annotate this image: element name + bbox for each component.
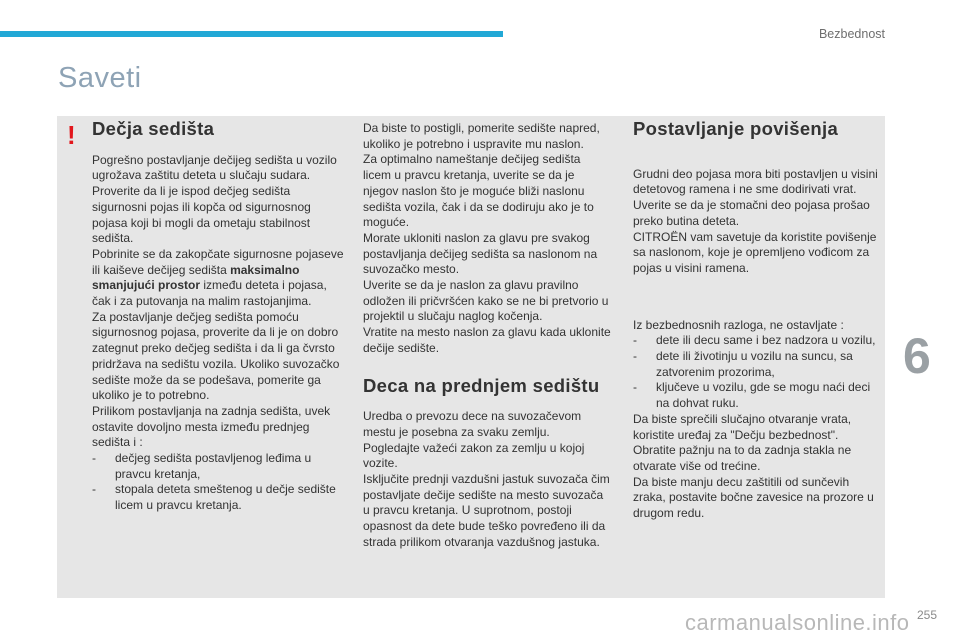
paragraph: Da biste sprečili slučajno otvaranje vrata, koristite uređaj za "Dečju bezbednost". bbox=[633, 411, 852, 442]
warning-icon: ! bbox=[67, 120, 76, 150]
column-front-seat bbox=[363, 121, 611, 551]
column-child-seats bbox=[92, 118, 347, 514]
chapter-number: 6 bbox=[903, 328, 931, 384]
paragraph: Morate ukloniti naslon za glavu pre svakog postavljanja dečijeg sedišta sa naslonom na suvozačko mesto. bbox=[363, 230, 598, 277]
header-accent-bar bbox=[0, 31, 503, 37]
spacer bbox=[633, 277, 881, 318]
list-item: - ključeve u vozilu, gde se mogu naći deci na dohvat ruku. bbox=[633, 380, 881, 411]
list-item: - dete ili decu same i bez nadzora u vozilu, bbox=[633, 333, 881, 349]
paragraph: Da biste manju decu zaštitili od sunčevih zraka, postavite bočne zavesice na prozore u drugom redu. bbox=[633, 474, 874, 521]
paragraph: Grudni deo pojasa mora biti postavljen u visini detetovog ramena i ne sme dodirivati vrat. bbox=[633, 166, 878, 197]
paragraph: Proverite da li je ispod dečjeg sedišta sigurnosni pojas ili kopča od sigurnosnog pojasa koji bi mogli da ometaju stabilnost sedišta. bbox=[92, 184, 311, 246]
paragraph: CITROËN vam savetuje da koristite povišenje sa naslonom, koje je opremljeno vođicom za pojas u visini ramena. bbox=[633, 229, 877, 275]
list-item: - stopala deteta smeštenog u dečje sedište licem u pravcu kretanja. bbox=[92, 482, 347, 513]
paragraph: Isključite prednji vazdušni jastuk suvozača čim postavljate dečije sedište na mesto suvozača u pravcu kretanja. U suprotnom, postoji opasnost da dete bude teško povređeno ili da strada prilikom otvaranja vazdušnog jastuka. bbox=[363, 472, 610, 549]
paragraph: Pogrešno postavljanje dečijeg sedišta u vozilo ugrožava zaštitu deteta u slučaju sudara. bbox=[92, 152, 337, 183]
bold-text: maksimalno smanjujući prostor bbox=[92, 262, 300, 293]
paragraph: Uverite se da je stomačni deo pojasa prošao preko butina deteta. bbox=[633, 198, 870, 228]
bullet-list bbox=[92, 451, 347, 514]
section-name: Bezbednost bbox=[818, 27, 885, 41]
paragraph: Uverite se da je naslon za glavu pravilno odložen ili pričvršćen kako se ne bi pretvorio u projektil u slučaju naglog kočenja. bbox=[363, 278, 609, 324]
paragraph: Uredba o prevozu dece na suvozačevom mestu je posebna za svaku zemlju. bbox=[363, 409, 582, 439]
paragraph: Iz bezbednosnih razloga, ne ostavljate : bbox=[633, 317, 844, 332]
bullet-list bbox=[633, 333, 881, 412]
heading-child-seats: Dečja sedišta bbox=[92, 118, 215, 139]
page-number: 255 bbox=[916, 608, 937, 622]
watermark: carmanualsonline.info bbox=[685, 610, 910, 635]
column-booster bbox=[633, 118, 881, 522]
paragraph: Da biste to postigli, pomerite sedište napred, ukoliko je potrebno i uspravite mu naslon. bbox=[363, 121, 600, 151]
paragraph: Za postavljanje dečjeg sedišta pomoću sigurnosnog pojasa, proverite da li je on dobro zategnut preko dečjeg sedišta i da li ga čvrsto pridržava na sedištu vozila. Ukoliko suvozačko sedište može da se podešava, pomerite ga ukoliko je to potrebno. bbox=[92, 309, 340, 403]
heading-front-seat: Deca na prednjem sedištu bbox=[363, 374, 600, 396]
paragraph: Vratite na mesto naslon za glavu kada uklonite dečije sedište. bbox=[363, 325, 611, 355]
list-item: - dete ili životinju u vozilu na suncu, sa zatvorenim prozorima, bbox=[633, 349, 881, 380]
page-title: Saveti bbox=[58, 62, 142, 94]
paragraph: Za optimalno nameštanje dečijeg sedišta licem u pravcu kretanja, uverite se da je njegov naslon što je moguće bliži naslonu sedišta vozila, čak i da se dodiruju ako je to moguće. bbox=[363, 152, 594, 230]
text-run: Pobrinite se da zakopčate sigurnosne pojaseve ili kaiševe dečijeg sedišta bbox=[92, 246, 344, 277]
paragraph: Obratite pažnju na to da zadnja stakla ne otvarate više od trećine. bbox=[633, 443, 852, 473]
heading-booster: Postavljanje povišenja bbox=[633, 118, 839, 139]
paragraph bbox=[92, 247, 347, 310]
text-run: između deteta i pojasa, čak i za putovanja na malim rastojanjima. bbox=[92, 278, 327, 309]
paragraph: Prilikom postavljanja na zadnja sedišta, uvek ostavite dovoljno mesta između prednjeg sedišta i : bbox=[92, 403, 331, 450]
paragraph: Pogledajte važeći zakon za zemlju u kojoj vozite. bbox=[363, 440, 585, 471]
list-item: - dečjeg sedišta postavljenog leđima u pravcu kretanja, bbox=[92, 451, 347, 482]
